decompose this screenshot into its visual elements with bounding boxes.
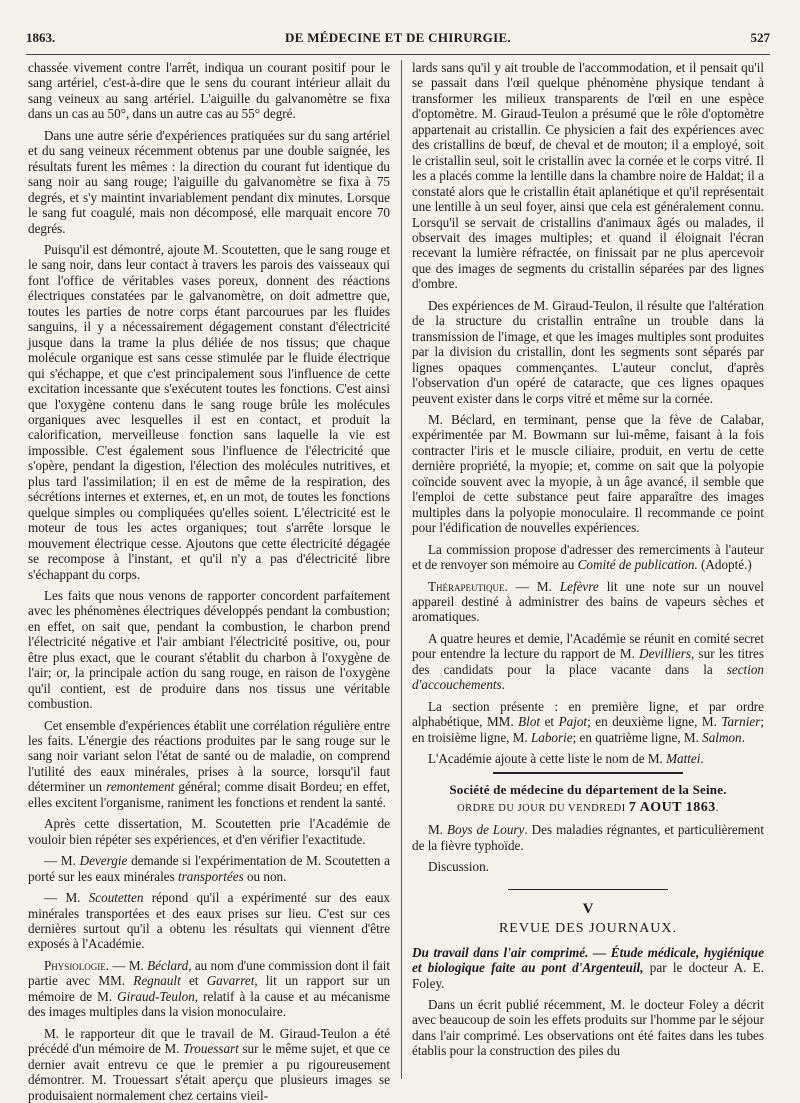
right-column: [412, 60, 764, 1079]
header-rule: [26, 54, 770, 55]
paragraph: M. Béclard, en terminant, pense que la fève de Calabar, expérimentée par M. Bowmann sur lui-même, faisant à la fois contracter l'iris et le muscle ciliaire, produit, en vertu de cette dernière propriété, la myopie; et, comme on sait que la polyopie coïncide souvent avec la myopie, à un âge avancé, il semble que l'emploi de cette substance peut faire apparaître des images multiples dans la polyopie monoculaire. Il recommande ce point pour l'édification de nouvelles expériences.: [412, 411, 764, 536]
running-header: [26, 30, 770, 52]
paragraph: Après cette dissertation, M. Scoutetten prie l'Académie de vouloir bien répéter ses expériences, et d'en vérifier l'exactitude.: [28, 816, 390, 847]
paragraph: M. Boys de Loury. Des maladies régnantes, et particulièrement de la fièvre typhoïde.: [412, 822, 764, 853]
article-heading: Du travail dans l'air comprimé. — Étude médicale, hygiénique et biologique faite au pont d'Argenteuil, par le docteur A. E. Foley.: [412, 944, 765, 991]
paragraph: L'Académie ajoute à cette liste le nom de M. Mattei.: [428, 751, 704, 767]
header-year: 1863.: [26, 30, 56, 45]
section-title: REVUE DES JOURNAUX.: [498, 921, 678, 937]
paragraph: — M. Scoutetten répond qu'il a expérimenté sur des eaux minérales transportées et des eaux prises sur lieu. C'est sur ces dernières surtout qu'il a obtenu les résultats qui viennent d'être exposés à l'Académie.: [28, 890, 391, 952]
paragraph: A quatre heures et demie, l'Académie se réunit en comité secret pour entendre la lecture du rapport de M. Devilliers, sur les titres des candidats pour la place vacante dans la section d'accouchements.: [412, 630, 765, 693]
paragraph: Dans une autre série d'expériences pratiquées sur du sang artériel et du sang veineux récemment obtenus par une double saignée, les résultats furent les mêmes : la direction du courant fut identique du sang noir au sang rouge; l'aiguille du galvanomètre se fixa à 75 degrés, et s'y maintint invariablement pendant dix minutes. Lorsque le sang fut coagulé, mais non décomposé, elle marquait encore 70 degrés.: [28, 127, 390, 236]
paragraph: lards sans qu'il y ait trouble de l'accommodation, et il pensait qu'il se passait dans l'œil quelque phénomène physique tendant à transformer les milieux transparents de l'œil en une espèce d'optomètre. M. Giraud-Teulon a présumé que le rôle d'optomètre appartenait au cristallin. Ce physicien a fait des expériences avec des cristallins de bœuf, de cheval et de mouton; il a employé, soit le cristallin seul, soit le cristallin avec la cornée et le corps vitré. Il les a placés comme la lentille dans la chambre noire de Haldat; il a constaté alors que le cristallin était aplanétique et qu'il représentait une lentille à un seul foyer, ainsi que cela est généralement connu. Lorsqu'il se servait de cristallins d'animaux âgés ou malades, il observait des images multiples; et quand il éloignait l'écran recevant la lumière réfractée, on finissait par ne plus apercevoir que des images de segments du cristallin séparées par des lignes d'ombre.: [412, 60, 764, 292]
society-heading: Société de médecine du département de la Seine.: [449, 782, 727, 798]
paragraph: Physiologie. — M. Béclard, au nom d'une commission dont il fait partie avec MM. Regnault et Gavarret, lit un rapport sur un mémoire de M. Giraud-Teulon, relatif à la cause et au mécanisme des images multiples dans la vision monoculaire.: [28, 957, 391, 1020]
page-number: 527: [750, 30, 770, 45]
paragraph: M. le rapporteur dit que le travail de M. Giraud-Teulon a été précédé d'un mémoire de M. Trouessart sur le même sujet, et que ce dernier avait entrevu ce que le premier a pu rigoureusement démontrer. M. Trouessart s'était aperçu que plusieurs images se produisaient normalement chez certains vieil-: [28, 1025, 390, 1103]
left-column: [28, 60, 391, 1103]
paragraph: Discussion.: [428, 859, 489, 875]
column-divider: [401, 60, 402, 1079]
paragraph: — M. Devergie demande si l'expérimentation de M. Scoutetten a porté sur les eaux minérales transportées ou non.: [28, 853, 390, 884]
paragraph: chassée vivement contre l'arrêt, indiqua un courant positif pour le sang artériel, c'est-à-dire que le sens du courant intérieur allait du sang veineux au sang artériel. L'aiguille du galvanomètre se fixa dans un cas au 50°, dans un autre cas au 55° degré.: [28, 60, 390, 122]
paragraph: Des expériences de M. Giraud-Teulon, il résulte que l'altération de la structure du cristallin entraîne un trouble dans la transmission de l'image, et que les images multiples sont produites par la division du cristallin, dont les segments sont séparés par lignes opaques commençantes. L'auteur conclut, d'après l'observation d'un opéré de cataracte, que ces lignes opaques peuvent exister dans le corps vitré et même sur la cornée.: [412, 297, 764, 406]
paragraph: Puisqu'il est démontré, ajoute M. Scoutetten, que le sang rouge et le sang noir, dans leur contact à travers les parois des vaisseaux qui font l'office de véritables vases poreux, donnent des réactions électriques constatées par le galvanomètre, on doit admettre que, toutes les parties de notre corps étant parcourues par les fluides sanguins, il y a nécessairement dégagement constant d'électricité jusque dans la trame la plus déliée de nos tissus; que chaque molécule organique est sans cesse stimulée par le fluide électrique qui s'échappe, et que c'est principalement sous l'influence de cette excitation incessante que s'exécutent toutes les fonctions. C'est ainsi que l'oxygène contenu dans le sang rouge brûle les molécules organiques avec lesquelles il est en contact, et produit la calorification, merveilleuse fonction sans laquelle la vie est impossible. C'est également sous l'influence de l'électricité que s'opère, pendant la digestion, l'élection des molécules nutritives, et plus tard l'assimilation; il en est de même de la respiration, des sécrétions internes et externes, et, en un mot, de toutes les fonctions quelque simples ou compliquées qu'elles soient. L'électricité est le moteur de tous les actes organiques; tout s'arrête lorsque le mouvement électrique cesse. Ajoutons que cette électricité dégagée se recompose à l'instant, et qu'il n'y a pas d'électricité libre s'échappant du corps.: [28, 241, 390, 582]
paragraph: La section présente : en première ligne, et par ordre alphabétique, MM. Blot et Pajot; en deuxième ligne, M. Tarnier; en troisième ligne, M. Laborie; en quatrième ligne, M. Salmon.: [412, 698, 764, 745]
paragraph: Cet ensemble d'expériences établit une corrélation régulière entre les faits. L'énergie des réactions produites par le sang rouge sur le sang noir variant selon l'état de santé ou de maladie, on comprend l'utilité des eaux minérales, prises à la source, lorsqu'il faut déterminer un remontement général; comme disait Bordeu; en effet, elles excitent l'organisme, raniment les fonctions et rendent la santé.: [28, 717, 391, 810]
section-rule: [508, 889, 668, 890]
paragraph: Thérapeutique. — M. Lefèvre lit une note sur un nouvel appareil destiné à administrer des bains de vapeurs sèches et aromatiques.: [412, 578, 765, 625]
paragraph: La commission propose d'adresser des remerciments à l'auteur et de renvoyer son mémoire au Comité de publication. (Adopté.): [412, 541, 764, 573]
agenda-line: ORDRE DU JOUR DU VENDREDI 7 AOUT 1863.: [457, 799, 719, 815]
section-rule: [493, 772, 683, 774]
paragraph: Les faits que nous venons de rapporter concordent parfaitement avec les phénomènes électriques développés pendant la combustion; en effet, on sait que, pendant la combustion, le charbon prend l'électricité négative et l'air ambiant l'électricité positive, ou, pour être plus exact, que le courant s'établit du charbon à l'oxygène de l'air; or, la principale action du sang rouge, en raison de l'oxygène qu'il contient, est de produire dans nos tissus une véritable combustion.: [28, 587, 390, 712]
header-title: DE MÉDECINE ET DE CHIRURGIE.: [285, 30, 511, 45]
section-numeral: V: [582, 900, 594, 917]
paragraph: Dans un écrit publié récemment, M. le docteur Foley a décrit avec beaucoup de soin les effets produits sur l'homme par le séjour dans l'air comprimé. Les observations ont été faites dans les tubes établis pour la construction des piles du: [412, 997, 764, 1059]
